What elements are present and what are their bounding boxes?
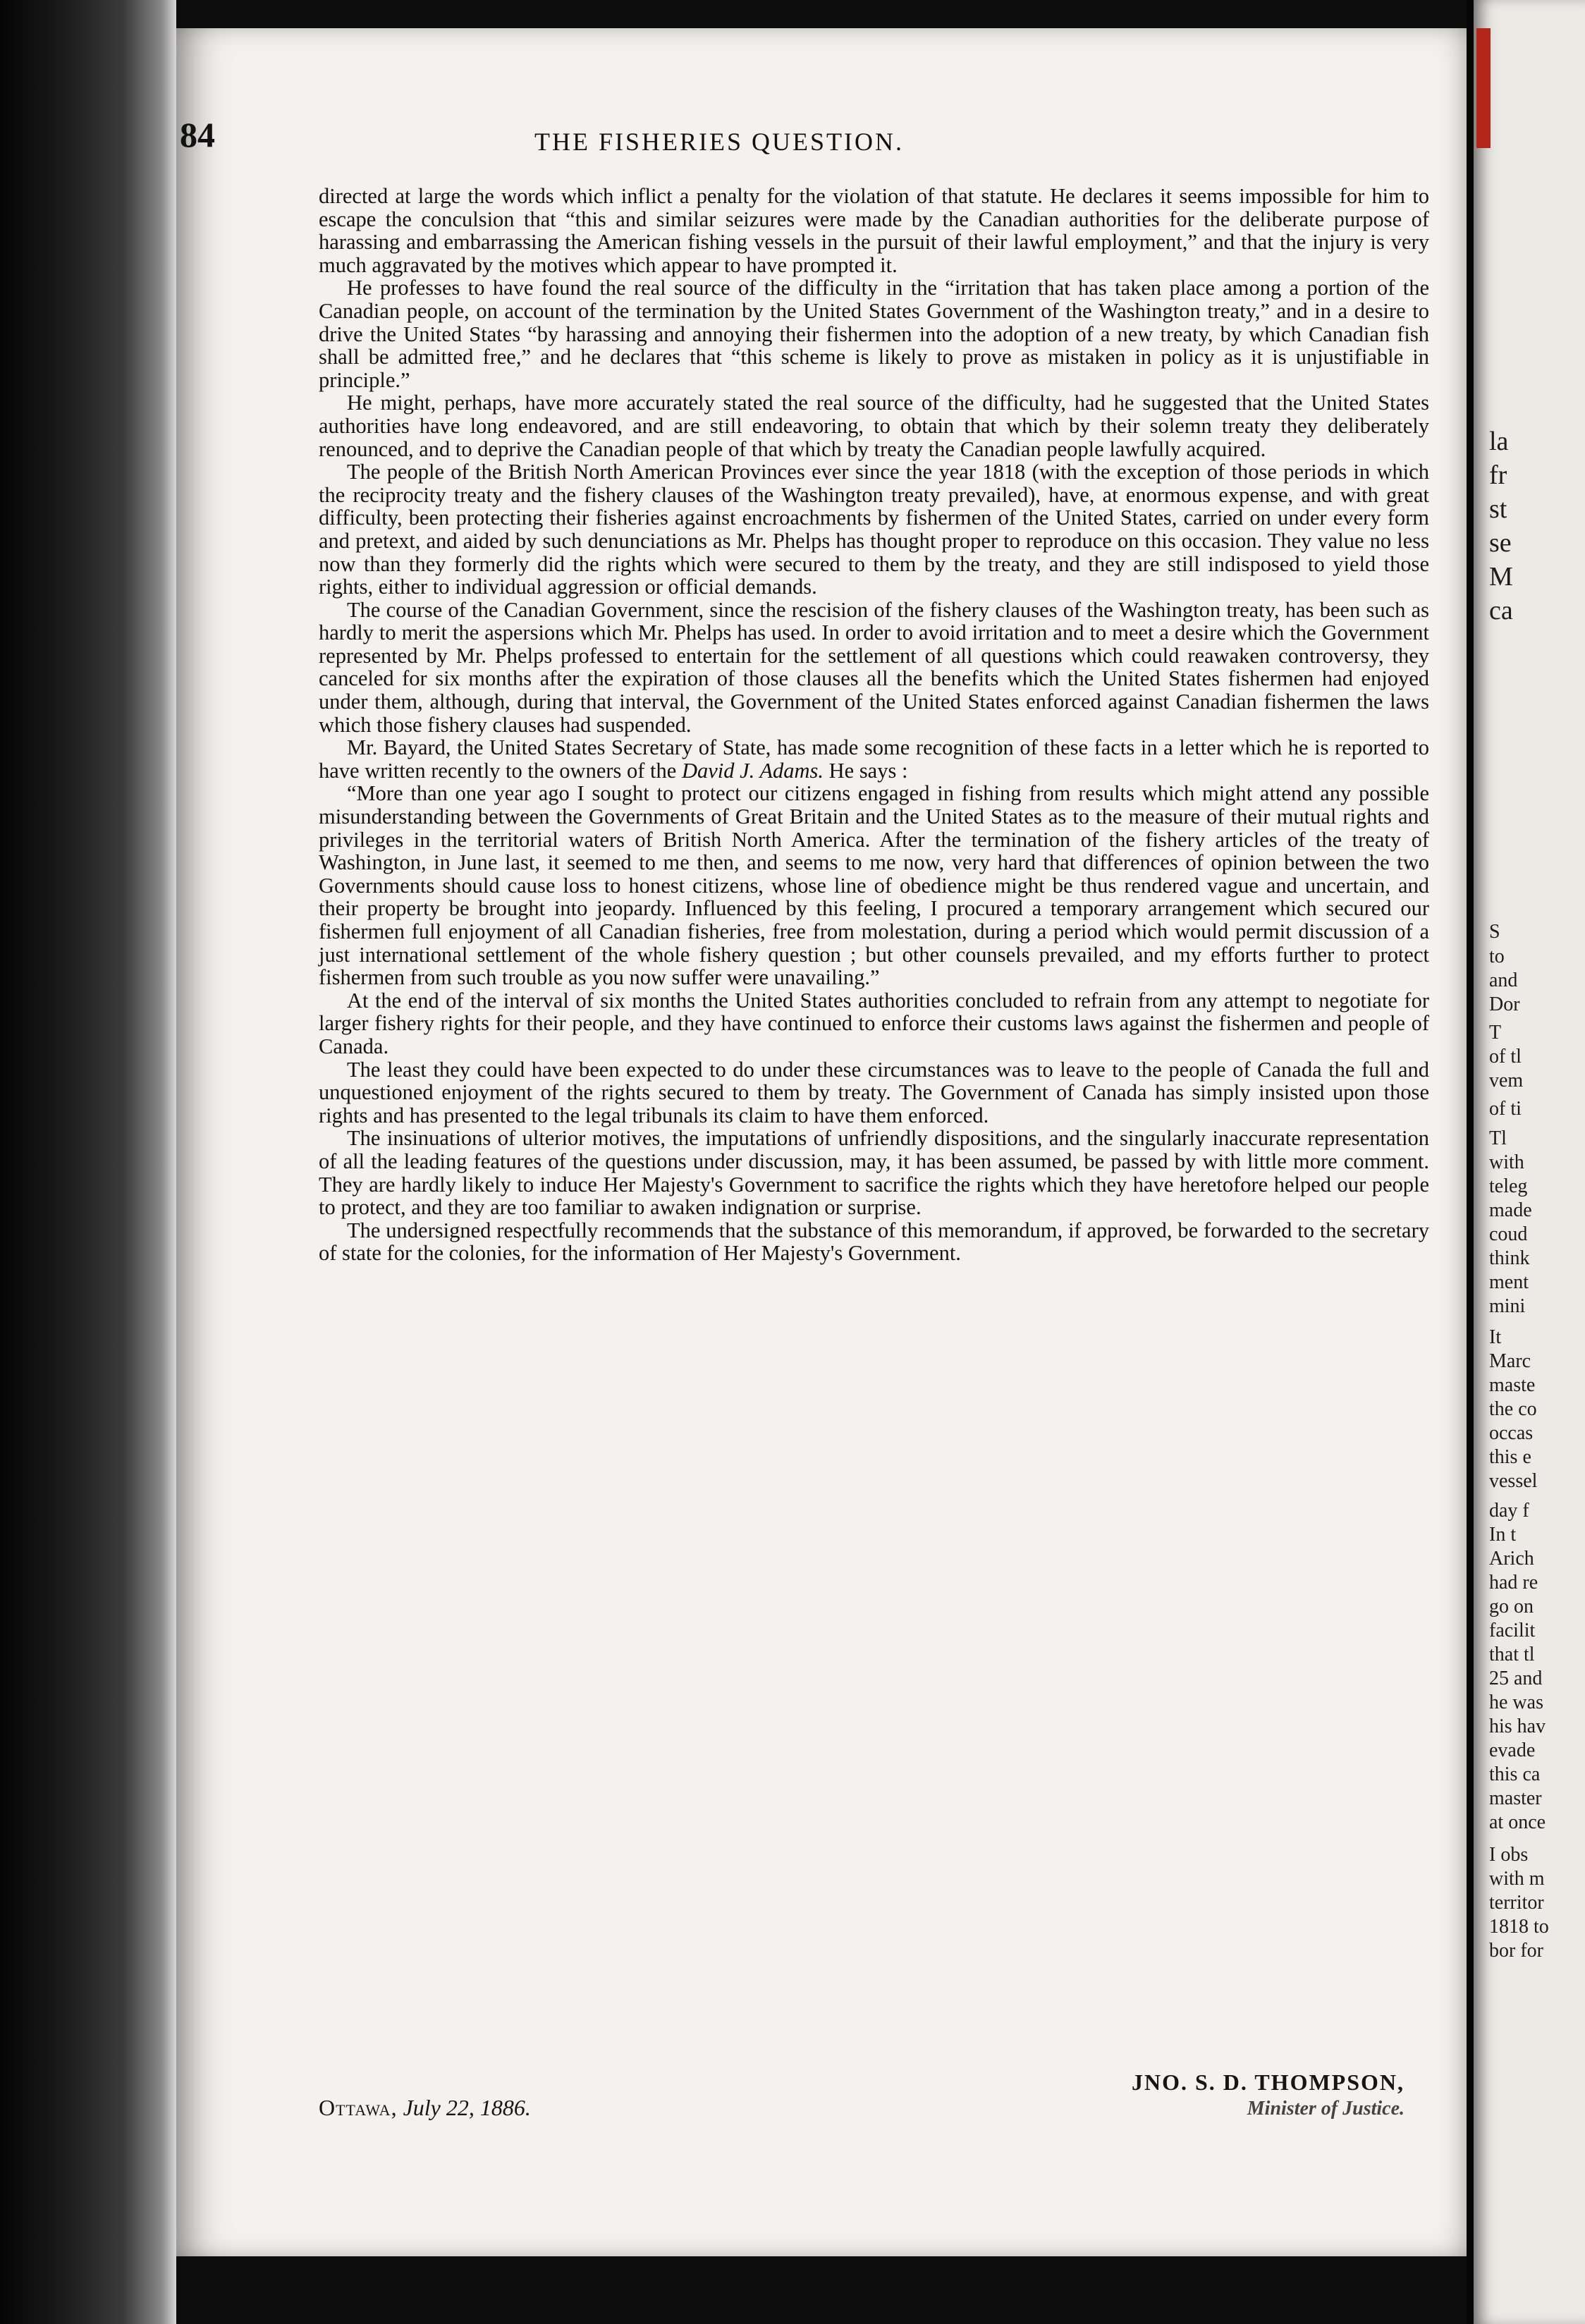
- fragment: fr: [1489, 460, 1507, 490]
- fragment: evade: [1489, 1739, 1536, 1761]
- paragraph: The course of the Canadian Government, since the rescision of the fishery clauses of the Washington treaty, has been such as hardly to merit the aspersions which Mr. Phelps has used. In order to avoid irritation and to meet a desire which the Government represented by Mr. Phelps professed to entertain for the settlement of all questions which could reawaken controversy, they canceled for six months after the expiration of those clauses all the benefits which the United States fishermen had enjoyed under them, although, during that interval, the Government of the United States enforced against Canadian fishermen the laws which those fishery clauses had suspended.: [319, 597, 1429, 737]
- fragment: coud: [1489, 1223, 1528, 1245]
- signature-block: [319, 2069, 1405, 2133]
- fragment: 25 and: [1489, 1668, 1543, 1689]
- running-head: THE FISHERIES QUESTION.: [534, 128, 904, 156]
- signer-title: Minister of Justice.: [1247, 2098, 1405, 2120]
- fragment: this ca: [1489, 1763, 1541, 1785]
- fragment: ca: [1489, 596, 1513, 625]
- fragment: with: [1489, 1151, 1524, 1173]
- fragment: with m: [1489, 1868, 1545, 1890]
- fragment: that tl: [1489, 1644, 1535, 1665]
- fragment: Marc: [1489, 1350, 1531, 1372]
- paragraph: At the end of the interval of six months the United States authorities concluded to refrain from any attempt to negotiate for larger fishery rights for their people, and they have continued to enforce their customs laws against the fishermen and people of Canada.: [319, 988, 1429, 1058]
- fragment: teleg: [1489, 1175, 1528, 1197]
- fragment: se: [1489, 528, 1512, 558]
- fragment: vem: [1489, 1070, 1524, 1091]
- fragment: the co: [1489, 1398, 1537, 1420]
- fragment: this e: [1489, 1446, 1531, 1468]
- fragment: bor for: [1489, 1940, 1543, 1962]
- paragraph: The undersigned respectfully recommends that the substance of this memorandum, if approved, be forwarded to the secretary of state for the colonies, for the information of Her Majesty's Government.: [319, 1218, 1429, 1266]
- body-text: [319, 185, 1429, 1265]
- fragment: 1818 to: [1489, 1916, 1549, 1938]
- fragment: facilit: [1489, 1620, 1536, 1641]
- red-page-edge: [1476, 28, 1491, 148]
- fragment: go on: [1489, 1596, 1534, 1617]
- fragment: S: [1489, 921, 1500, 943]
- fragment: day f: [1489, 1500, 1529, 1522]
- paragraph: He might, perhaps, have more accurately stated the real source of the difficulty, had he suggested that the United States authorities have long endeavored, and are still endeavoring, to obtain that which by their solemn treaty they deliberately renounced, and to deprive the Canadian people of that which by treaty the Canadian people lawfully acquired.: [319, 391, 1429, 461]
- signer-name: JNO. S. D. THOMPSON,: [1132, 2069, 1405, 2095]
- fragment: st: [1489, 494, 1507, 524]
- fragment: his hav: [1489, 1716, 1546, 1737]
- book-binding: [0, 0, 176, 2324]
- fragment: at once: [1489, 1811, 1546, 1833]
- fragment: Arich: [1489, 1548, 1534, 1570]
- fragment: occas: [1489, 1422, 1534, 1444]
- fragment: I obs: [1489, 1844, 1529, 1866]
- fragment: had re: [1489, 1572, 1538, 1594]
- vessel-name: David J. Adams.: [681, 758, 824, 783]
- fragment: vessel: [1489, 1470, 1538, 1492]
- fragment: M: [1489, 562, 1513, 592]
- fragment: Tl: [1489, 1127, 1507, 1149]
- fragment: In t: [1489, 1524, 1517, 1546]
- fragment: Dor: [1489, 993, 1520, 1015]
- date: July 22, 1886.: [403, 2095, 531, 2120]
- fragment: think: [1489, 1247, 1530, 1269]
- place-and-date: [319, 2095, 531, 2121]
- paragraph: Mr. Bayard, the United States Secretary of State, has made some recognition of these facts in a letter which he is reported to have written recently to the owners of the David J. Adams. He says :: [319, 735, 1429, 783]
- fragment: T: [1489, 1022, 1502, 1044]
- fragment: and: [1489, 970, 1518, 991]
- page-number: 84: [180, 115, 215, 154]
- fragment: territor: [1489, 1892, 1544, 1914]
- fragment: maste: [1489, 1374, 1536, 1396]
- paragraph: He professes to have found the real source of the difficulty in the “irritation that has taken place among a portion of the Canadian people, on account of the termination by the United States Government of the Washington treaty,” and in a desire to drive the United States “by harassing and annoying their fishermen into the adoption of a new treaty, by which Canadian fish shall be admitted free,” and he declares that “this scheme is likely to prove as mistaken in policy as it is unjustifiable in principle.”: [319, 276, 1429, 392]
- fragment: It: [1489, 1326, 1502, 1348]
- fragment: ment: [1489, 1271, 1529, 1293]
- paragraph: The insinuations of ulterior motives, the imputations of unfriendly dispositions, and the singularly inaccurate representation of all the leading features of the questions under discussion, may, it has been assumed, be passed by with little more comment. They are hardly likely to induce Her Majesty's Government to sacrifice the rights which they have heretofore helped our people to protect, and they are too familiar to awaken indignation or surprise.: [319, 1126, 1429, 1220]
- fragment: master: [1489, 1787, 1542, 1809]
- paragraph: The people of the British North American Provinces ever since the year 1818 (with the exception of those periods in which the reciprocity treaty and the fishery clauses of the Washington treaty prevailed), have, at enormous expense, and with great difficulty, been protecting their fisheries against encroachments by fishermen of the United States, carried on under every form and pretext, and aided by such denunciations as Mr. Phelps has thought proper to reproduce on this occasion. They value no less now than they formerly did the rights which were secured to them by the treaty, and they are still indisposed to yield those rights, either to individual aggression or official demands.: [319, 460, 1429, 599]
- place: Ottawa,: [319, 2095, 398, 2120]
- quotation: “More than one year ago I sought to protect our citizens engaged in fishing from results which might attend any possible misunderstanding between the Governments of Great Britain and the United States as to the measure of their mutual rights and privileges in the territorial waters of British North America. After the termination of the fishery articles of the treaty of Washington, in June last, it seemed to me then, and seems to me now, very hard that differences of opinion between the two Governments should cause loss to honest citizens, whose line of obedience might be thus rendered vague and uncertain, and their property be brought into jeopardy. Influenced by this feeling, I procured a temporary arrangement which secured our fishermen full enjoyment of all Canadian fisheries, free from molestation, during a period which would permit discussion of a just international settlement of the whole fishery question ; but other counsels prevailed, and my efforts further to protect fishermen from such trouble as you now suffer were unavailing.”: [319, 781, 1429, 990]
- fragment: of tl: [1489, 1046, 1522, 1068]
- fragment: la: [1489, 427, 1509, 456]
- fragment: of ti: [1489, 1098, 1522, 1120]
- fragment: mini: [1489, 1295, 1526, 1317]
- fragment: made: [1489, 1199, 1532, 1221]
- paragraph: The least they could have been expected to do under these circumstances was to leave to the people of Canada the full and unquestioned enjoyment of the rights secured to them by treaty. The Government of Canada has simply insisted upon those rights and has presented to the legal tribunals its claim to have them enforced.: [319, 1057, 1429, 1127]
- fragment: he was: [1489, 1692, 1543, 1713]
- fragment: to: [1489, 946, 1505, 967]
- paragraph: directed at large the words which inflict a penalty for the violation of that statute. He declares it seems impossible for him to escape the conculsion that “this and similar seizures were made by the Canadian authorities for the deliberate purpose of harassing and embarrassing the American fishing vessels in the pursuit of their lawful employment,” and that the injury is very much aggravated by the motives which appear to have prompted it.: [319, 184, 1429, 277]
